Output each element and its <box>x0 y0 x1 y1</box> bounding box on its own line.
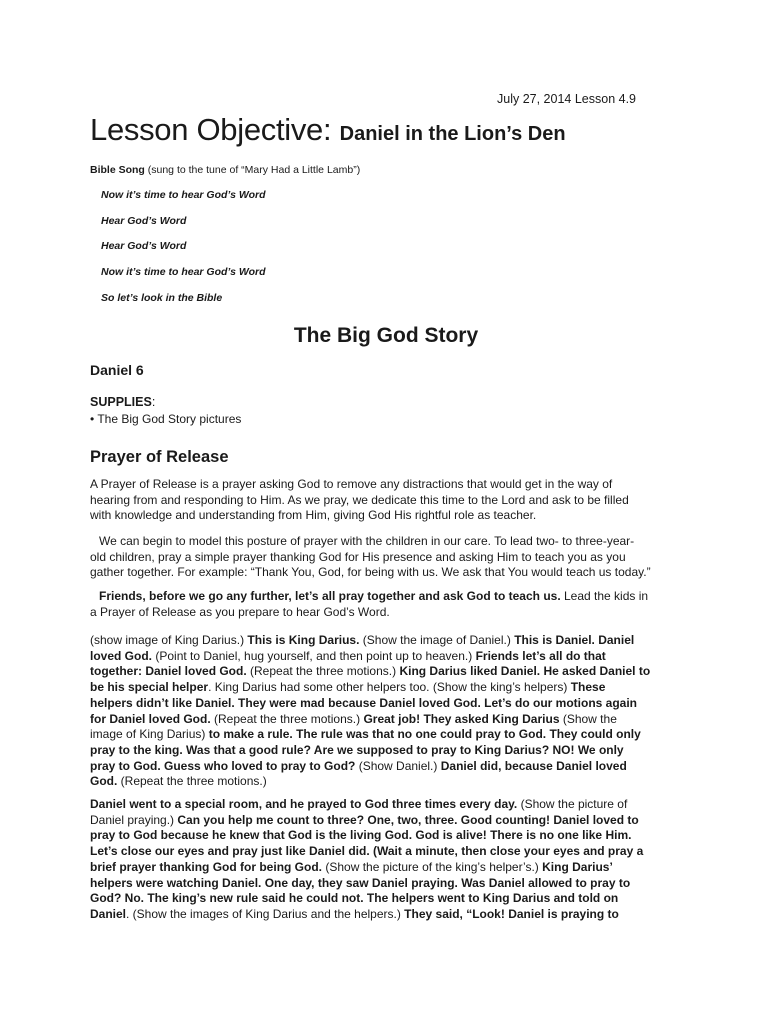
bible-song-heading <box>90 164 360 176</box>
bold-text: to make a rule. The rule was that no one could pray to God. They could only <box>208 727 641 742</box>
text-line <box>90 680 690 696</box>
plain-text: Daniel praying.) <box>90 812 178 827</box>
bold-text: Let’s close our eyes and pray just like Daniel did. (Wait a minute, then close your eyes and pray a <box>90 844 644 859</box>
bold-text: God? No. The king’s new rule said he could not. The helpers went to King Darius and told on <box>90 891 619 906</box>
supplies-colon: : <box>151 395 156 409</box>
text-line <box>90 813 690 829</box>
bold-text: Great job! They asked King Darius <box>363 711 560 726</box>
text-line: with knowledge and understanding from Him, giving God His rightful role as teacher. <box>90 508 537 523</box>
supplies-label: SUPPLIES <box>90 395 152 409</box>
bold-text: Friends let’s all do that <box>475 648 606 663</box>
text-line: a Prayer of Release as you prepare to hear God’s Word. <box>90 604 390 619</box>
plain-text: (Show the picture of <box>517 797 628 811</box>
bold-text: They said, “Look! Daniel is praying to <box>404 906 619 921</box>
text-line <box>90 649 690 665</box>
plain-text: image of King Darius) <box>90 727 209 742</box>
plain-text: . King Darius had some other helpers too. (Show the king’s helpers) <box>208 680 571 695</box>
story-paragraph-1 <box>90 633 690 790</box>
bold-text: Can you help me count to three? One, two, three. Good counting! Daniel loved to <box>177 812 639 827</box>
text-line <box>90 860 690 876</box>
story-title: The Big God Story <box>293 324 479 347</box>
plain-text: (Show the image of Daniel.) <box>359 633 515 647</box>
bold-text: pray to God because he knew that God is the living God. God is alive! There is no one like Him. <box>90 828 632 843</box>
plain-text: (Repeat the three motions.) <box>246 664 400 679</box>
prayer-paragraph-3 <box>90 589 690 620</box>
bold-text: Friends, before we go any further, let’s all pray together and ask God to teach us. <box>99 589 561 603</box>
bold-text: Daniel did, because Daniel loved <box>440 758 627 773</box>
text-line: old children, pray a simple prayer thanking God for His presence and asking Him to teach you as you <box>90 549 626 564</box>
bold-text: be his special helper <box>90 680 209 695</box>
plain-text: (show image of King Darius.) <box>90 633 248 647</box>
text-line <box>90 828 690 844</box>
text-line: hearing from and responding to Him. As we pray, we dedicate this time to the Lord and ask to be filled <box>90 492 629 507</box>
song-line: So let’s look in the Bible <box>101 291 223 304</box>
bold-text: This is Daniel. Daniel <box>514 633 635 647</box>
prayer-paragraph-2 <box>90 534 690 581</box>
plain-text: (Repeat the three motions.) <box>210 711 364 726</box>
plain-text: (Show Daniel.) <box>355 758 441 773</box>
text-line <box>90 891 690 907</box>
text-line <box>90 797 690 813</box>
bible-song-label: Bible Song <box>90 164 145 176</box>
plain-text: (Show the <box>559 711 617 726</box>
text-line <box>90 774 690 790</box>
text-line <box>90 712 690 728</box>
bold-text: for Daniel loved God. <box>90 711 211 726</box>
supply-item: • The Big God Story pictures <box>90 412 242 426</box>
title-subject: Daniel in the Lion’s Den <box>339 123 566 145</box>
text-line <box>90 743 690 759</box>
bold-text: God. <box>90 774 118 789</box>
plain-text: . (Show the images of King Darius and the helpers.) <box>126 906 405 921</box>
bold-text: This is King Darius. <box>247 633 360 647</box>
lesson-title <box>90 112 690 148</box>
text-line <box>90 876 690 892</box>
bold-text: together: Daniel loved God. <box>90 664 247 679</box>
supplies-list <box>90 412 241 426</box>
text-line <box>90 633 690 649</box>
supplies-heading <box>90 395 155 409</box>
text-line: A Prayer of Release is a prayer asking God to remove any distractions that would get in the way of <box>90 477 613 491</box>
song-line: Hear God’s Word <box>101 214 187 227</box>
bold-text: Daniel went to a special room, and he prayed to God three times every day. <box>90 797 518 811</box>
bold-text: brief prayer thanking God for being God. <box>90 859 323 874</box>
song-line: Now it’s time to hear God’s Word <box>101 189 266 201</box>
text-line <box>90 589 690 605</box>
plain-text: (Repeat the three motions.) <box>117 774 267 789</box>
prayer-paragraph-1 <box>90 477 690 524</box>
plain-text: (Point to Daniel, hug yourself, and then point up to heaven.) <box>152 648 476 663</box>
bold-text: helpers didn’t like Daniel. They were mad because Daniel loved God. Let’s do our motions again <box>90 695 638 710</box>
bold-text: pray to the king. Was that a good rule? Are we supposed to pray to King Darius? NO! We only <box>90 742 624 757</box>
text-line: gather together. For example: “Thank You, God, for being with us. We ask that You would teach us today.” <box>90 565 651 580</box>
bold-text: King Darius liked Daniel. He asked Daniel to <box>399 664 651 679</box>
scripture-reference: Daniel 6 <box>90 362 144 378</box>
text-line <box>90 727 690 743</box>
bold-text: pray to God. Guess who loved to pray to God? <box>90 758 356 773</box>
bold-text: These <box>570 680 606 695</box>
song-line: Now it’s time to hear God’s Word <box>101 266 266 279</box>
text-line <box>90 664 690 680</box>
text-line: We can begin to model this posture of prayer with the children in our care. To lead two- to three-year- <box>99 534 635 548</box>
text-line <box>90 844 690 860</box>
bold-text: loved God. <box>90 648 153 663</box>
plain-text: (Show the picture of the king’s helper’s.) <box>322 859 543 874</box>
text-line <box>90 759 690 775</box>
title-lead: Lesson Objective: <box>90 112 340 147</box>
plain-text: Lead the kids in <box>560 589 649 603</box>
lesson-date: July 27, 2014 Lesson 4.9 <box>497 92 636 106</box>
bold-text: helpers were watching Daniel. One day, they saw Daniel praying. Was Daniel allowed to pray to <box>90 875 631 890</box>
text-line <box>90 907 690 923</box>
song-line: Hear God’s Word <box>101 240 187 253</box>
story-paragraph-2 <box>90 797 690 923</box>
text-line <box>90 696 690 712</box>
prayer-of-release-heading: Prayer of Release <box>90 448 229 466</box>
bible-song-note: (sung to the tune of “Mary Had a Little Lamb”) <box>144 164 361 176</box>
bold-text: Daniel <box>90 906 127 921</box>
bible-song-lyrics <box>101 189 266 317</box>
bold-text: King Darius’ <box>542 859 613 874</box>
